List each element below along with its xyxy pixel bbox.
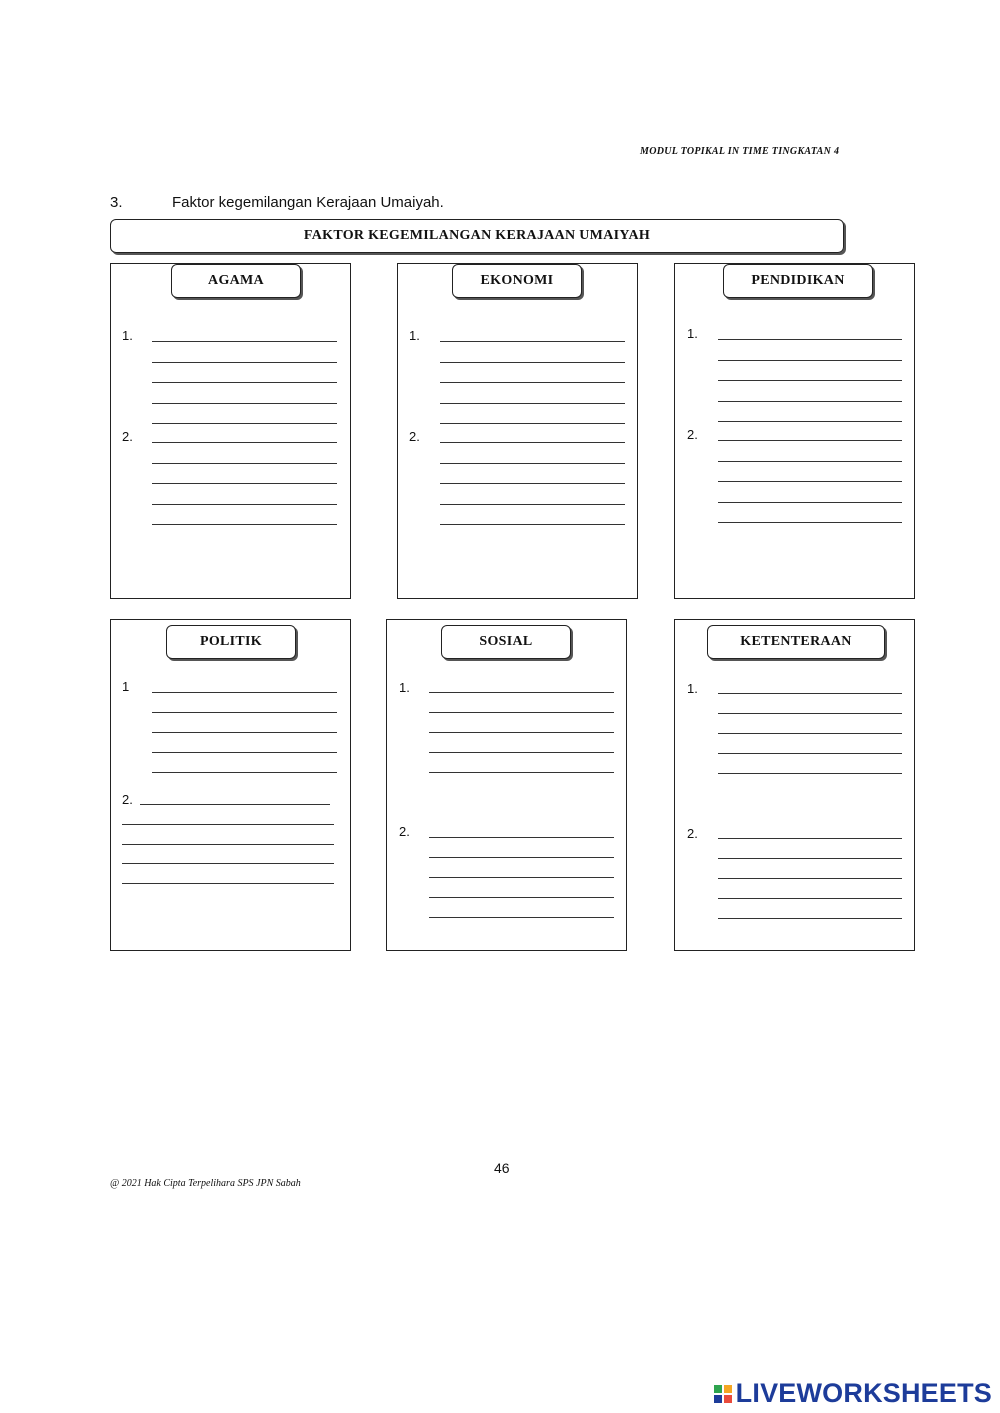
- answer-line[interactable]: [440, 423, 625, 424]
- answer-line[interactable]: [152, 772, 337, 773]
- answer-line[interactable]: [152, 362, 337, 363]
- item-number-2: 2.: [687, 826, 698, 841]
- answer-line[interactable]: [718, 339, 902, 340]
- item-number-1: 1.: [687, 681, 698, 696]
- answer-line[interactable]: [718, 753, 902, 754]
- item-number-2: 2.: [399, 824, 410, 839]
- item-number-2: 2.: [687, 427, 698, 442]
- item-number-2: 2.: [122, 429, 133, 444]
- item-number-1: 1.: [122, 328, 133, 343]
- answer-line[interactable]: [718, 733, 902, 734]
- answer-line[interactable]: [152, 442, 337, 443]
- question-number: 3.: [110, 194, 123, 211]
- answer-line[interactable]: [718, 360, 902, 361]
- category-ekonomi: [452, 264, 582, 298]
- answer-line[interactable]: [440, 341, 625, 342]
- answer-line[interactable]: [440, 504, 625, 505]
- category-sosial-label: SOSIAL: [479, 634, 533, 649]
- panel-agama: [110, 263, 351, 599]
- question-text: Faktor kegemilangan Kerajaan Umaiyah.: [172, 194, 444, 211]
- answer-line[interactable]: [152, 504, 337, 505]
- copyright-text: @ 2021 Hak Cipta Terpelihara SPS JPN Sabah: [110, 1178, 301, 1189]
- panel-pendidikan: [674, 263, 915, 599]
- answer-line[interactable]: [429, 772, 614, 773]
- answer-line[interactable]: [429, 857, 614, 858]
- answer-line[interactable]: [152, 712, 337, 713]
- answer-line[interactable]: [429, 732, 614, 733]
- answer-line[interactable]: [152, 732, 337, 733]
- answer-line[interactable]: [718, 858, 902, 859]
- answer-line[interactable]: [718, 838, 902, 839]
- category-ketenteraan: [707, 625, 885, 659]
- answer-line[interactable]: [152, 403, 337, 404]
- answer-line[interactable]: [152, 341, 337, 342]
- brand-name: LIVEWORKSHEETS: [735, 1378, 992, 1408]
- item-number-1: 1.: [409, 328, 420, 343]
- answer-line[interactable]: [440, 483, 625, 484]
- answer-line[interactable]: [152, 463, 337, 464]
- item-number-2: 2.: [122, 792, 133, 807]
- answer-line[interactable]: [718, 693, 902, 694]
- answer-line[interactable]: [429, 877, 614, 878]
- answer-line[interactable]: [122, 844, 334, 845]
- answer-line[interactable]: [440, 463, 625, 464]
- answer-line[interactable]: [440, 442, 625, 443]
- answer-line[interactable]: [152, 423, 337, 424]
- answer-line[interactable]: [152, 483, 337, 484]
- item-number-1: 1: [122, 679, 130, 694]
- liveworksheets-brand[interactable]: [714, 1378, 992, 1409]
- category-politik: [166, 625, 296, 659]
- answer-line[interactable]: [718, 380, 902, 381]
- answer-line[interactable]: [718, 713, 902, 714]
- answer-line[interactable]: [718, 878, 902, 879]
- answer-line[interactable]: [429, 752, 614, 753]
- answer-line[interactable]: [718, 461, 902, 462]
- category-pendidikan-label: PENDIDIKAN: [751, 273, 845, 288]
- category-politik-label: POLITIK: [199, 634, 262, 649]
- answer-line[interactable]: [718, 918, 902, 919]
- item-number-1: 1.: [399, 680, 410, 695]
- answer-line[interactable]: [152, 524, 337, 525]
- answer-line[interactable]: [718, 522, 902, 523]
- item-number-1: 1.: [687, 326, 698, 341]
- answer-line[interactable]: [429, 692, 614, 693]
- page-number: 46: [494, 1160, 510, 1176]
- liveworksheets-logo-icon: [714, 1385, 732, 1403]
- category-ekonomi-label: EKONOMI: [480, 273, 554, 288]
- answer-line[interactable]: [440, 362, 625, 363]
- panel-ekonomi: [397, 263, 638, 599]
- answer-line[interactable]: [429, 837, 614, 838]
- panel-politik: [110, 619, 351, 951]
- category-pendidikan: [723, 264, 873, 298]
- answer-line[interactable]: [440, 403, 625, 404]
- answer-line[interactable]: [718, 440, 902, 441]
- item-number-2: 2.: [409, 429, 420, 444]
- answer-line[interactable]: [152, 692, 337, 693]
- answer-line[interactable]: [440, 382, 625, 383]
- title-box: [110, 219, 844, 253]
- category-agama: [171, 264, 301, 298]
- answer-line[interactable]: [122, 824, 334, 825]
- category-ketenteraan-label: KETENTERAAN: [740, 634, 852, 649]
- answer-line[interactable]: [718, 421, 902, 422]
- answer-line[interactable]: [429, 917, 614, 918]
- answer-line[interactable]: [718, 502, 902, 503]
- answer-line[interactable]: [140, 804, 330, 805]
- module-header: MODUL TOPIKAL IN TIME TINGKATAN 4: [640, 146, 840, 157]
- answer-line[interactable]: [122, 863, 334, 864]
- category-sosial: [441, 625, 571, 659]
- category-agama-label: AGAMA: [208, 273, 264, 288]
- answer-line[interactable]: [718, 481, 902, 482]
- panel-sosial: [386, 619, 627, 951]
- panel-ketenteraan: [674, 619, 915, 951]
- answer-line[interactable]: [718, 898, 902, 899]
- answer-line[interactable]: [429, 897, 614, 898]
- answer-line[interactable]: [152, 752, 337, 753]
- answer-line[interactable]: [152, 382, 337, 383]
- answer-line[interactable]: [122, 883, 334, 884]
- answer-line[interactable]: [440, 524, 625, 525]
- answer-line[interactable]: [718, 773, 902, 774]
- answer-line[interactable]: [718, 401, 902, 402]
- answer-line[interactable]: [429, 712, 614, 713]
- title-box-label: FAKTOR KEGEMILANGAN KERAJAAN UMAIYAH: [303, 228, 651, 243]
